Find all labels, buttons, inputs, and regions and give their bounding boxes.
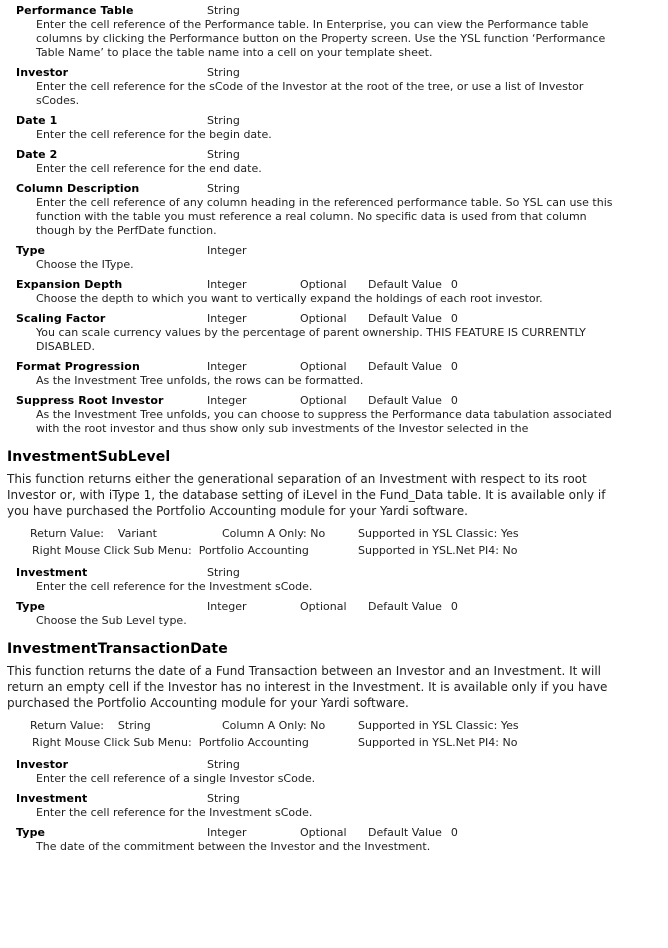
parameter-block xyxy=(0,311,668,354)
parameter-type: Integer xyxy=(207,278,247,291)
function-section-investmentsublevel xyxy=(0,449,668,628)
parameter-block xyxy=(0,757,668,786)
parameter-default xyxy=(368,791,377,806)
parameter-type: Integer xyxy=(207,244,247,257)
parameter-name: Investment xyxy=(16,792,88,805)
parameter-default xyxy=(368,825,458,840)
parameter-name: Investment xyxy=(16,566,88,579)
parameter-name: Column Description xyxy=(16,182,140,195)
parameter-type: String xyxy=(207,66,240,79)
parameter-default-label: Default Value xyxy=(368,360,442,373)
parameter-name: Performance Table xyxy=(16,4,134,17)
parameter-default-label: Default Value xyxy=(368,394,442,407)
function-meta xyxy=(0,526,668,560)
parameter-optional: Optional xyxy=(300,360,347,373)
parameter-description: Enter the cell reference of the Performance table. In Enterprise, you can view the Performance table columns by clicking the Performance button on the Property screen. Use the YSL function ‘Performance Table Name’ to place the table name into a cell on your template sheet. xyxy=(36,18,606,59)
parameter-row xyxy=(0,757,668,772)
column-a-only: Column A Only: No xyxy=(222,527,326,540)
parameter-optional: Optional xyxy=(300,600,347,613)
meta-row xyxy=(0,735,668,752)
parameter-block xyxy=(0,65,668,108)
parameter-default-value: 0 xyxy=(450,360,458,373)
parameter-default-label: Default Value xyxy=(368,278,442,291)
parameter-type: Integer xyxy=(207,312,247,325)
meta-row xyxy=(0,718,668,735)
parameter-row xyxy=(0,825,668,840)
section-heading: InvestmentTransactionDate xyxy=(7,641,228,657)
parameter-optional: Optional xyxy=(300,826,347,839)
parameter-row xyxy=(0,3,668,18)
parameter-default-label: Default Value xyxy=(368,312,442,325)
parameter-description: Enter the cell reference for the Investment sCode. xyxy=(36,580,313,593)
parameter-default-value: 0 xyxy=(450,394,458,407)
parameter-default xyxy=(368,277,458,292)
function-section-investmenttransactiondate xyxy=(0,641,668,854)
submenu-value: Portfolio Accounting xyxy=(198,544,309,557)
parameter-default xyxy=(368,359,458,374)
parameter-name: Date 1 xyxy=(16,114,58,127)
parameter-description: Enter the cell reference for the sCode of the Investor at the root of the tree, or use a list of Investor sCodes. xyxy=(36,80,584,107)
parameter-row xyxy=(0,599,668,614)
parameter-block xyxy=(0,825,668,854)
parameter-default xyxy=(368,3,377,18)
parameter-row xyxy=(0,311,668,326)
parameter-type: String xyxy=(207,566,240,579)
parameter-type: Integer xyxy=(207,360,247,373)
parameter-name: Date 2 xyxy=(16,148,58,161)
submenu-label: Right Mouse Click Sub Menu: xyxy=(32,544,192,557)
parameter-description: The date of the commitment between the Investor and the Investment. xyxy=(36,840,431,853)
parameter-type: String xyxy=(207,758,240,771)
parameter-type: String xyxy=(207,4,240,17)
parameter-description: Choose the depth to which you want to vertically expand the holdings of each root investor. xyxy=(36,292,543,305)
parameter-block xyxy=(0,277,668,306)
parameter-row xyxy=(0,359,668,374)
supported-ysl-classic: Supported in YSL Classic: Yes xyxy=(358,527,519,540)
parameter-row xyxy=(0,565,668,580)
parameter-name: Investor xyxy=(16,758,69,771)
parameter-row xyxy=(0,65,668,80)
parameter-block xyxy=(0,565,668,594)
section-heading: InvestmentSubLevel xyxy=(7,449,171,465)
parameter-type: Integer xyxy=(207,394,247,407)
parameter-description: Choose the IType. xyxy=(36,258,134,271)
parameter-block xyxy=(0,359,668,388)
parameter-block xyxy=(0,599,668,628)
parameter-row xyxy=(0,277,668,292)
parameter-name: Type xyxy=(16,826,46,839)
parameter-row xyxy=(0,181,668,196)
parameter-type: String xyxy=(207,148,240,161)
parameter-optional: Optional xyxy=(300,278,347,291)
parameter-name: Scaling Factor xyxy=(16,312,106,325)
parameter-type: Integer xyxy=(207,826,247,839)
parameter-name: Investor xyxy=(16,66,69,79)
parameter-name: Type xyxy=(16,600,46,613)
parameter-description: Enter the cell reference of any column heading in the referenced performance table. So YSL can use this function with the table you must reference a real column. No specific data is used from that column though by the PerfDate function. xyxy=(36,196,613,237)
parameter-type: String xyxy=(207,792,240,805)
submenu-label: Right Mouse Click Sub Menu: xyxy=(32,736,192,749)
function-meta xyxy=(0,718,668,752)
supported-ysl-classic: Supported in YSL Classic: Yes xyxy=(358,719,519,732)
parameter-description: Enter the cell reference of a single Investor sCode. xyxy=(36,772,316,785)
parameter-name: Suppress Root Investor xyxy=(16,394,164,407)
parameter-name: Expansion Depth xyxy=(16,278,123,291)
parameter-description: Enter the cell reference for the begin date. xyxy=(36,128,272,141)
parameter-description: As the Investment Tree unfolds, you can choose to suppress the Performance data tabulation associated with the root investor and thus show only sub investments of the Investor selected in the xyxy=(36,408,612,435)
parameter-default xyxy=(368,243,377,258)
parameter-default xyxy=(368,181,377,196)
section-description: This function returns either the generational separation of an Investment with respect to its root Investor or, with iType 1, the database setting of iLevel in the Fund_Data table. It is available only if you have purchased the Portfolio Accounting module for your Yardi software. xyxy=(7,472,606,518)
parameter-description: Choose the Sub Level type. xyxy=(36,614,187,627)
parameter-row xyxy=(0,393,668,408)
parameter-default-value: 0 xyxy=(450,312,458,325)
column-a-only: Column A Only: No xyxy=(222,719,326,732)
parameter-default xyxy=(368,65,377,80)
parameter-block xyxy=(0,113,668,142)
parameter-row xyxy=(0,243,668,258)
return-value-label: Return Value: xyxy=(30,527,104,540)
parameter-default-value: 0 xyxy=(450,278,458,291)
parameter-optional: Optional xyxy=(300,394,347,407)
parameter-block xyxy=(0,181,668,238)
parameter-name: Type xyxy=(16,244,46,257)
parameter-default-value: 0 xyxy=(450,600,458,613)
parameter-default xyxy=(368,565,377,580)
parameter-block xyxy=(0,243,668,272)
parameter-row xyxy=(0,791,668,806)
parameter-block xyxy=(0,147,668,176)
parameter-default xyxy=(368,599,458,614)
parameter-description: As the Investment Tree unfolds, the rows can be formatted. xyxy=(36,374,364,387)
parameter-default xyxy=(368,113,377,128)
supported-ysl-net: Supported in YSL.Net PI4: No xyxy=(358,736,518,749)
parameter-default xyxy=(368,393,458,408)
parameter-name: Format Progression xyxy=(16,360,140,373)
parameter-default-value: 0 xyxy=(450,826,458,839)
meta-row xyxy=(0,543,668,560)
parameter-default xyxy=(368,147,377,162)
return-value: String xyxy=(117,719,151,732)
parameter-default-label: Default Value xyxy=(368,600,442,613)
parameter-type: String xyxy=(207,182,240,195)
parameter-type: String xyxy=(207,114,240,127)
parameter-row xyxy=(0,147,668,162)
parameter-type: Integer xyxy=(207,600,247,613)
meta-row xyxy=(0,526,668,543)
parameter-block xyxy=(0,791,668,820)
parameter-default xyxy=(368,757,377,772)
section-description: This function returns the date of a Fund Transaction between an Investor and an Investment. It will return an empty cell if the Investor has no interest in the Investment. It is available only if you have purchased the Portfolio Accounting module for your Yardi software. xyxy=(7,664,608,710)
submenu-value: Portfolio Accounting xyxy=(198,736,309,749)
parameter-row xyxy=(0,113,668,128)
parameter-description: Enter the cell reference for the Investment sCode. xyxy=(36,806,313,819)
return-value: Variant xyxy=(117,527,157,540)
parameter-block xyxy=(0,393,668,436)
parameter-description: You can scale currency values by the percentage of parent ownership. THIS FEATURE IS CURRENTLY DISABLED. xyxy=(36,326,586,353)
parameter-block xyxy=(0,3,668,60)
supported-ysl-net: Supported in YSL.Net PI4: No xyxy=(358,544,518,557)
parameter-default-label: Default Value xyxy=(368,826,442,839)
parameter-optional: Optional xyxy=(300,312,347,325)
parameter-description: Enter the cell reference for the end date. xyxy=(36,162,262,175)
parameter-default xyxy=(368,311,458,326)
return-value-label: Return Value: xyxy=(30,719,104,732)
